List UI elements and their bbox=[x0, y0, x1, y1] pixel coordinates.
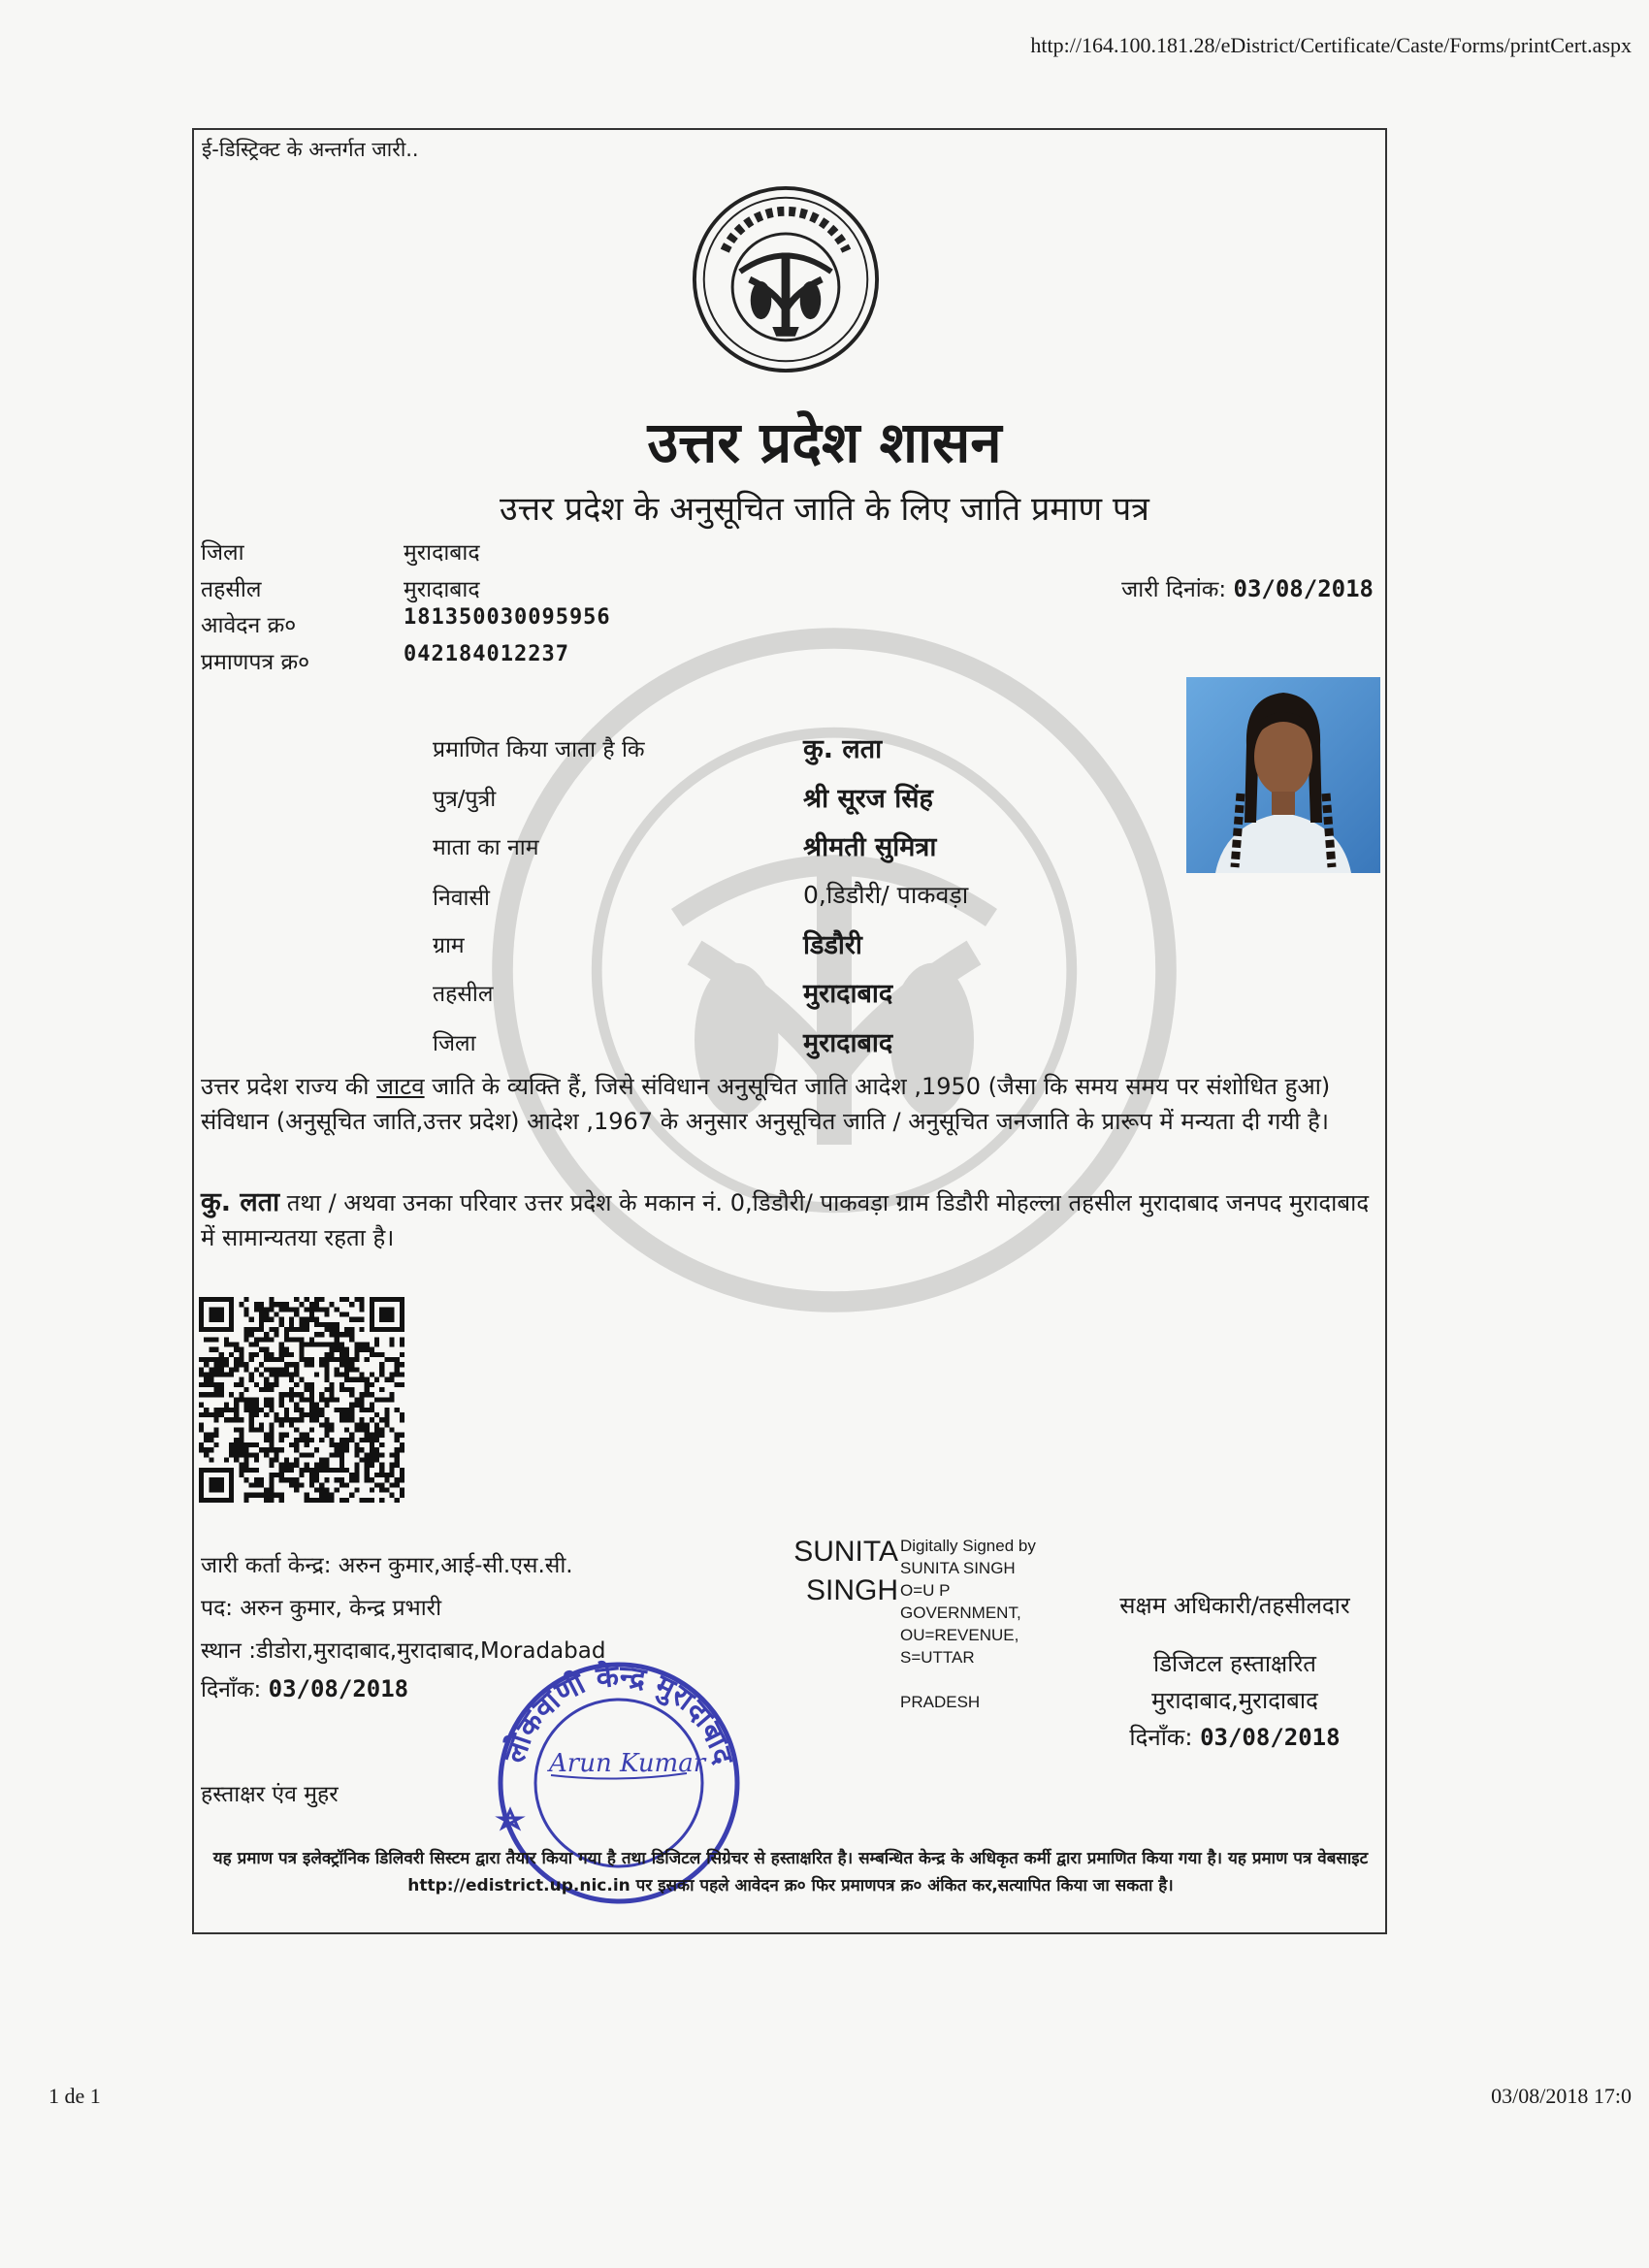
government-title: उत्तर प्रदेश शासन bbox=[647, 409, 1002, 475]
holder-name: कु. लता bbox=[201, 1187, 280, 1217]
applicant-photo bbox=[1186, 677, 1380, 873]
certificate-number: 042184012237 bbox=[404, 642, 569, 666]
issue-place-label: स्थान : bbox=[201, 1638, 256, 1664]
issuer-post-label: पद: bbox=[201, 1596, 234, 1621]
issue-date-value: 03/08/2018 bbox=[1233, 575, 1374, 602]
signature-detail-line: OU=REVENUE, bbox=[900, 1626, 1019, 1644]
paragraph-intro: उत्तर प्रदेश राज्य की bbox=[201, 1073, 377, 1100]
officer-date bbox=[1075, 1721, 1395, 1753]
field-value: श्री सूरज सिंह bbox=[803, 784, 933, 814]
digitally-signed-label: डिजिटल हस्ताक्षरित bbox=[1153, 1650, 1316, 1677]
field-label: प्रमाणित किया जाता है कि bbox=[433, 737, 645, 762]
page-counter: 1 de 1 bbox=[48, 2084, 101, 2108]
field-value: कु. लता bbox=[803, 734, 883, 764]
district-label: जिला bbox=[201, 540, 244, 566]
issuer-post-value: अरुन कुमार, केन्द्र प्रभारी bbox=[240, 1596, 442, 1621]
issuing-center-label: जारी कर्ता केन्द्र: bbox=[201, 1553, 332, 1578]
application-number: 181350030095956 bbox=[404, 605, 611, 630]
field-label: निवासी bbox=[433, 886, 490, 911]
paragraph-body: जाति के व्यक्ति हैं, जिसे संविधान अनुसूचित जाति आदेश ,1950 (जैसा कि समय समय पर संशोधित हुआ) संविधान (अनुसूचित जाति,उत्तर प्रदेश) आदेश ,1967 के अनुसार अनुसूचित जाति / अनुसूचित जनजाति के प्रारूप में मन्यता दी गयी है। bbox=[201, 1073, 1331, 1135]
field-label: माता का नाम bbox=[433, 835, 539, 860]
digital-signature-details bbox=[900, 1535, 1094, 1713]
qr-code bbox=[199, 1297, 404, 1503]
issuing-center bbox=[201, 1548, 573, 1579]
field-value: मुरादाबाद bbox=[803, 979, 893, 1009]
field-value: मुरादाबाद bbox=[803, 1028, 893, 1058]
digital-signer-name bbox=[784, 1533, 898, 1610]
signer-name-line2: SINGH bbox=[805, 1574, 898, 1606]
field-value: 0,डिडौरी/ पाकवड़ा bbox=[803, 881, 969, 909]
field-label: पुत्र/पुत्री bbox=[433, 787, 497, 812]
issuer-post bbox=[201, 1591, 441, 1622]
issuing-center-value: अरुन कुमार,आई-सी.एस.सी. bbox=[338, 1553, 573, 1578]
certificate-number-label: प्रमाणपत्र क्र० bbox=[201, 650, 310, 675]
signature-seal-label: हस्ताक्षर एंव मुहर bbox=[201, 1782, 339, 1807]
browser-url: http://164.100.181.28/eDistrict/Certificate/Caste/Forms/printCert.aspx bbox=[1030, 33, 1632, 57]
signature-detail-line: O=U P bbox=[900, 1581, 951, 1600]
tehsil-label: तहसील bbox=[201, 577, 262, 602]
signature-detail-line bbox=[900, 1669, 1094, 1691]
certificate-title: उत्तर प्रदेश के अनुसूचित जाति के लिए जाति प्रमाण पत्र bbox=[500, 490, 1149, 529]
signer-name-line1: SUNITA bbox=[793, 1536, 898, 1568]
residence-paragraph bbox=[201, 1185, 1378, 1255]
issue-date-label: जारी दिनांक: bbox=[1121, 577, 1227, 602]
officer-date-label: दिनाँक: bbox=[1129, 1724, 1193, 1751]
field-label: जिला bbox=[433, 1031, 476, 1056]
field-value: श्रीमती सुमित्रा bbox=[803, 832, 937, 862]
officer-title: सक्षम अधिकारी/तहसीलदार bbox=[1119, 1592, 1350, 1619]
application-number-label: आवेदन क्र० bbox=[201, 613, 297, 638]
signature-detail-line: GOVERNMENT, bbox=[900, 1604, 1021, 1622]
issue-date bbox=[1121, 572, 1374, 603]
issue-place-value: डीडोरा,मुरादाबाद,मुरादाबाद,Moradabad bbox=[255, 1638, 606, 1664]
signature-detail-line: SUNITA SINGH bbox=[900, 1559, 1016, 1577]
officer-date-value: 03/08/2018 bbox=[1200, 1724, 1341, 1751]
field-label: ग्राम bbox=[433, 933, 465, 958]
signature-detail-line: S=UTTAR bbox=[900, 1648, 975, 1667]
up-govt-emblem-icon bbox=[691, 184, 881, 374]
residence-text: तथा / अथवा उनका परिवार उत्तर प्रदेश के मकान नं. 0,डिडौरी/ पाकवड़ा ग्राम डिडौरी मोहल्ला तहसील मुरादाबाद जनपद मुरादाबाद में सामान्यतया रहता है। bbox=[201, 1189, 1370, 1251]
footer-disclaimer: यह प्रमाण पत्र इलेक्ट्रॉनिक डिलिवरी सिस्टम द्वारा तैयार किया गया है तथा डिजिटल सिग्रेचर से हस्ताक्षरित है। सम्बन्धित केन्द्र के अधिकृत कर्मी द्वारा प्रमाणित किया गया है। यह प्रमाण पत्र वेबसाइट http://edistrict.up.nic.in पर इसका पहले आवेदन क्र० फिर प्रमाणपत्र क्र० अंकित कर,सत्यापित किया जा सकता है। bbox=[212, 1849, 1369, 1895]
stamp-text: लोकवाणी केन्द्र मुरादाबाद bbox=[498, 1659, 740, 1768]
issuer-date-value: 03/08/2018 bbox=[268, 1675, 409, 1702]
caste-declaration-paragraph bbox=[201, 1069, 1378, 1139]
issuer-date-label: दिनाँक: bbox=[201, 1677, 262, 1702]
stamp-signature: Arun Kumar bbox=[549, 1749, 706, 1778]
issued-under-note: ई-डिस्ट्रिक्ट के अन्तर्गत जारी.. bbox=[202, 138, 419, 161]
signature-detail-line: PRADESH bbox=[900, 1693, 981, 1711]
issuer-date bbox=[201, 1672, 408, 1703]
district-value: मुरादाबाद bbox=[404, 540, 480, 566]
field-label: तहसील bbox=[433, 982, 494, 1007]
signature-detail-line: Digitally Signed by bbox=[900, 1537, 1036, 1555]
caste-name: जाटव bbox=[376, 1073, 425, 1100]
tehsil-value: मुरादाबाद bbox=[404, 577, 480, 602]
field-value: डिडौरी bbox=[803, 930, 862, 960]
officer-location: मुरादाबाद,मुरादाबाद bbox=[1151, 1687, 1318, 1714]
print-datetime: 03/08/2018 17:0 bbox=[1491, 2084, 1632, 2108]
